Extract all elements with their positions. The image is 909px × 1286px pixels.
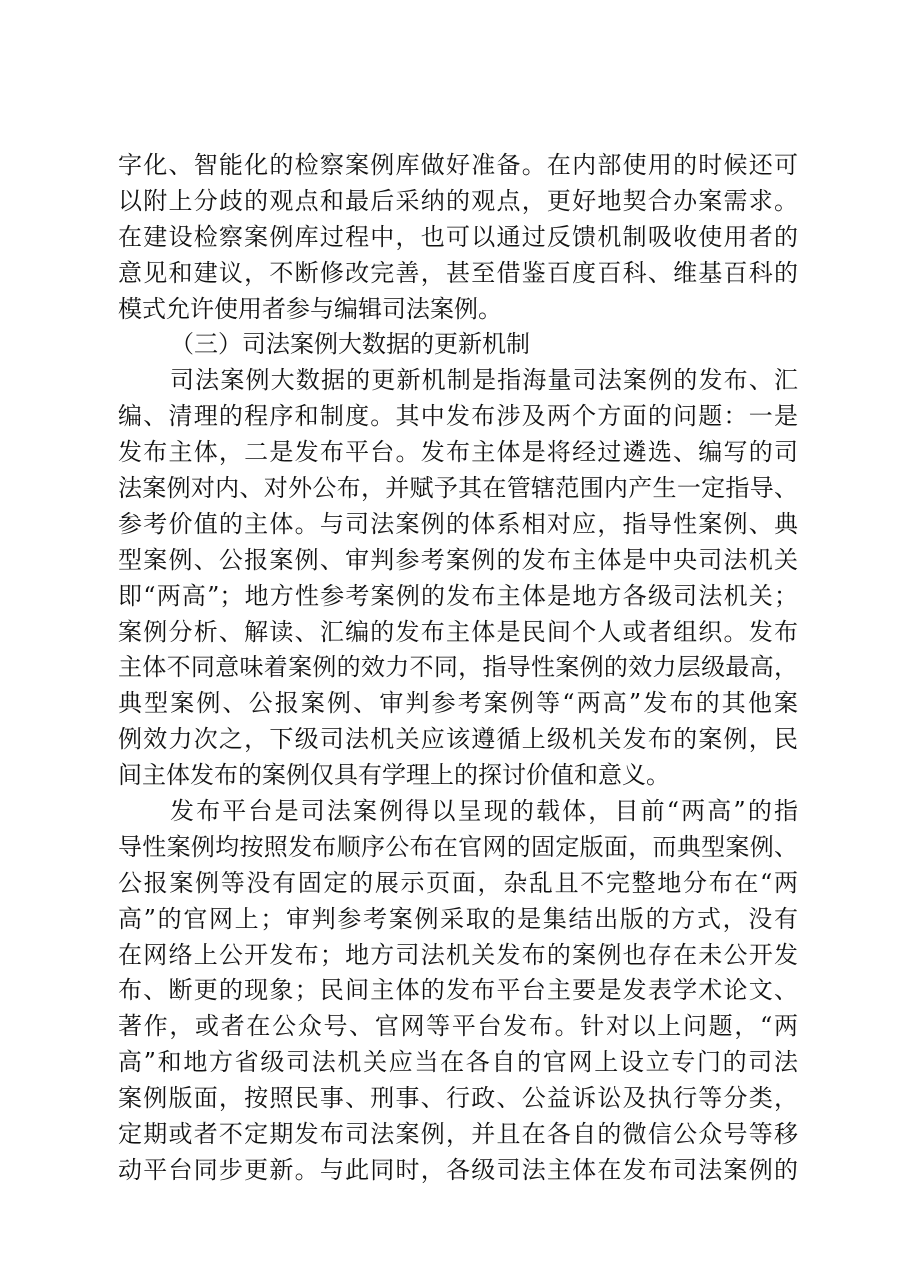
text-line: 布、断更的现象；民间主体的发布平台主要是发表学术论文、 [118,976,798,1005]
text-line: 定期或者不定期发布司法案例，并且在各自的微信公众号等移 [118,1120,798,1149]
section-heading [118,327,798,363]
text-line: 动平台同步更新。与此同时，各级司法主体在发布司法案例的 [118,1155,798,1184]
text-line: 编、清理的程序和制度。其中发布涉及两个方面的问题：一是 [118,402,798,431]
document-page [118,148,798,1189]
text-line: 发布主体，二是发布平台。发布主体是将经过遴选、编写的司 [118,438,798,467]
text-line: 间主体发布的案例仅具有学理上的探讨价值和意义。 [118,761,670,790]
text-line: 在建设检察案例库过程中，也可以通过反馈机制吸收使用者的 [118,222,798,251]
text-line: 例效力次之，下级司法机关应该遵循上级机关发布的案例，民 [118,725,798,754]
text-line: 公报案例等没有固定的展示页面，杂乱且不完整地分布在“两 [118,868,798,897]
text-line: 司法案例大数据的更新机制是指海量司法案例的发布、汇 [170,366,798,395]
heading-text: （三）司法案例大数据的更新机制 [170,330,530,359]
text-line: 主体不同意味着案例的效力不同，指导性案例的效力层级最高， [118,653,798,682]
text-line: 著作，或者在公众号、官网等平台发布。针对以上问题，“两 [118,1012,798,1041]
text-line: 高”的官网上；审判参考案例采取的是集结出版的方式，没有 [118,904,798,933]
paragraph-continuation [118,148,798,327]
paragraph-publishing-platform [118,794,798,1189]
text-line: 案例版面，按照民事、刑事、行政、公益诉讼及执行等分类， [118,1084,798,1113]
text-line: 字化、智能化的检察案例库做好准备。在内部使用的时候还可 [118,151,798,179]
text-line: 即“两高”；地方性参考案例的发布主体是地方各级司法机关； [118,581,798,610]
text-line: 以附上分歧的观点和最后采纳的观点，更好地契合办案需求。 [118,186,798,215]
text-line: 典型案例、公报案例、审判参考案例等“两高”发布的其他案 [118,689,798,718]
text-line: 导性案例均按照发布顺序公布在官网的固定版面，而典型案例、 [118,832,798,861]
paragraph-publishing-subject [118,363,798,794]
text-line: 发布平台是司法案例得以呈现的载体，目前“两高”的指 [170,797,798,826]
text-line: 高”和地方省级司法机关应当在各自的官网上设立专门的司法 [118,1048,798,1077]
text-line: 型案例、公报案例、审判参考案例的发布主体是中央司法机关 [118,545,798,574]
text-line: 在网络上公开发布；地方司法机关发布的案例也存在未公开发 [118,940,798,969]
text-line: 案例分析、解读、汇编的发布主体是民间个人或者组织。发布 [118,617,798,646]
text-line: 参考价值的主体。与司法案例的体系相对应，指导性案例、典 [118,509,798,538]
text-line: 法案例对内、对外公布，并赋予其在管辖范围内产生一定指导、 [118,474,798,503]
text-line: 意见和建议，不断修改完善，甚至借鉴百度百科、维基百科的 [118,258,798,287]
text-line: 模式允许使用者参与编辑司法案例。 [118,294,502,323]
